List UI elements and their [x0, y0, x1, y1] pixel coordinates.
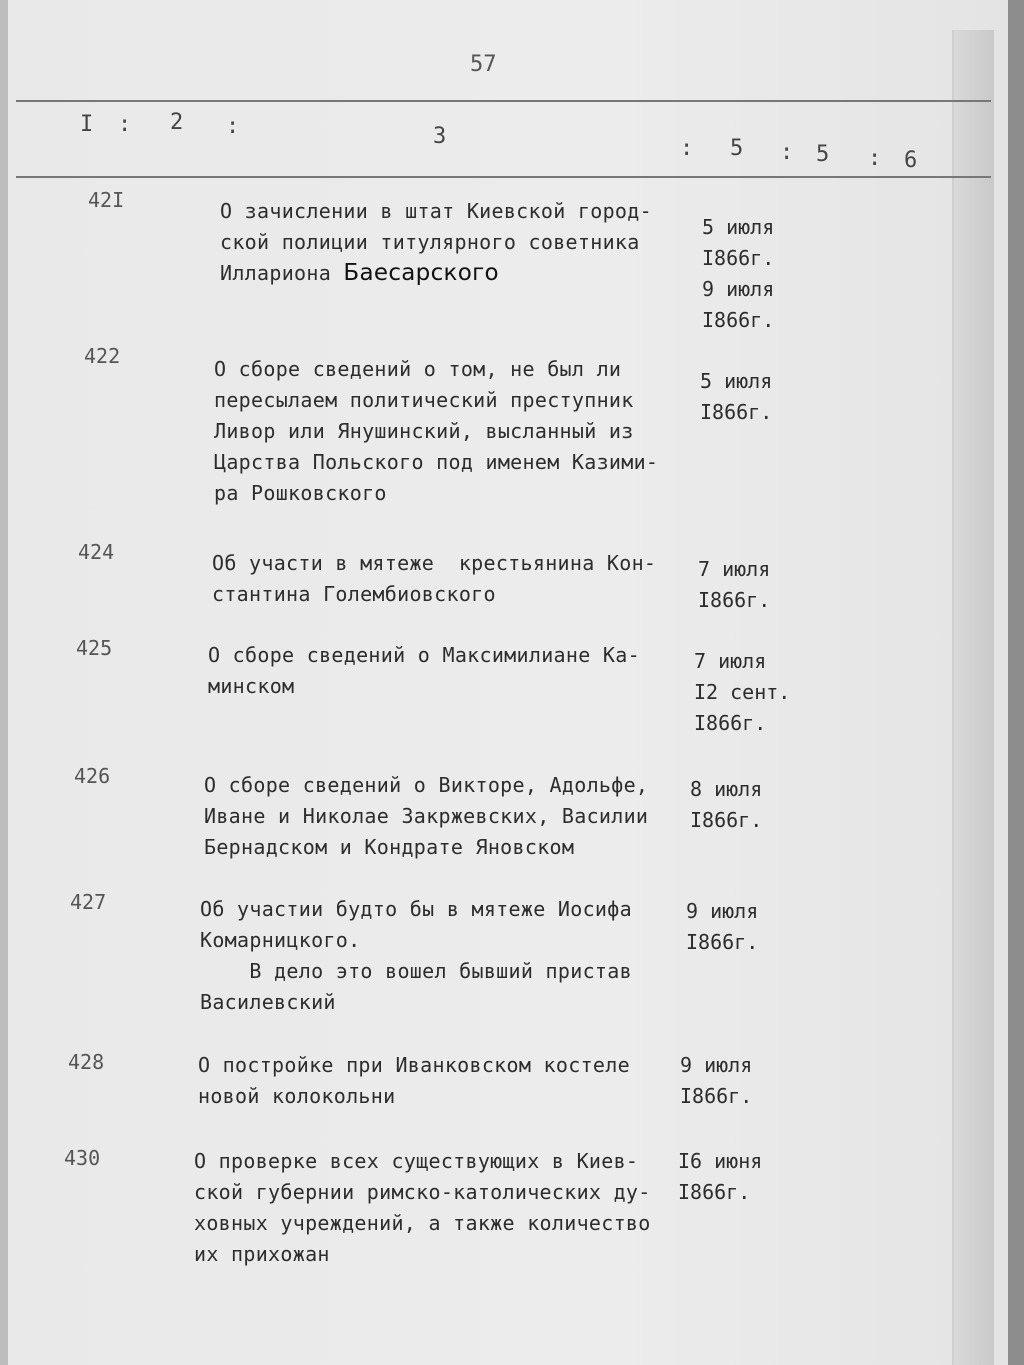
entry-dates	[700, 366, 772, 428]
header-top-rule	[16, 100, 991, 102]
text-line: ской полиции титулярного советника	[220, 230, 640, 254]
page-number: 57	[470, 52, 497, 77]
text-line: В дело это вошел бывший пристав	[200, 959, 632, 983]
text-line	[220, 258, 652, 289]
entry-description	[214, 354, 658, 509]
text-line: ра Рошковского	[214, 481, 387, 505]
entry-number: 427	[70, 890, 107, 914]
date-line: 7 июля	[698, 557, 771, 581]
entry-description	[194, 1146, 651, 1270]
col-head-6: 6	[904, 148, 918, 173]
col-head-4: 5	[730, 136, 744, 161]
text-line: О сборе сведений о Викторе, Адольфе,	[204, 773, 649, 797]
text-line-part: Иллариона	[220, 261, 344, 285]
entry-dates	[702, 212, 774, 336]
date-line: 9 июля	[702, 277, 775, 301]
date-line: I866г.	[686, 930, 759, 954]
col-sep: :	[780, 140, 794, 165]
entry-dates	[680, 1050, 752, 1112]
text-line: минском	[208, 674, 295, 698]
entry-description	[220, 196, 652, 289]
entry-number: 430	[64, 1146, 101, 1170]
col-head-5: 5	[816, 142, 830, 167]
entry-description	[204, 770, 648, 863]
date-line: I866г.	[698, 588, 771, 612]
entry-number: 425	[76, 636, 113, 660]
col-head-3: 3	[433, 124, 447, 149]
col-head-2: 2	[170, 110, 184, 135]
date-line: I866г.	[680, 1084, 753, 1108]
text-line: ской губернии римско-католических ду-	[194, 1180, 651, 1204]
entry-description	[212, 548, 656, 610]
entry-dates	[686, 896, 758, 958]
entry-dates	[694, 646, 790, 739]
header-bottom-rule	[16, 176, 991, 178]
text-line: Ливор или Янушинский, высланный из	[214, 419, 634, 443]
text-line: Бернадском и Кондрате Яновском	[204, 835, 575, 859]
text-line: новой колокольни	[198, 1084, 396, 1108]
text-line: О постройке при Иванковском костеле	[198, 1053, 630, 1077]
date-line: I866г.	[694, 711, 767, 735]
entry-description	[198, 1050, 630, 1112]
date-line: I866г.	[690, 808, 763, 832]
text-line: Комарницкого.	[200, 928, 361, 952]
date-line: 5 июля	[702, 215, 775, 239]
date-line: I2 сент.	[694, 680, 791, 704]
text-line: Василевский	[200, 990, 336, 1014]
stacked-pages-edge	[952, 30, 994, 1365]
entry-dates	[678, 1146, 762, 1208]
text-line: Об участии будто бы в мятеже Иосифа	[200, 897, 632, 921]
text-line: О проверке всех существующих в Киев-	[194, 1149, 639, 1173]
col-sep: :	[118, 112, 132, 137]
handwritten-surname: Баесарского	[343, 260, 499, 286]
entry-number: 428	[68, 1050, 105, 1074]
col-sep: :	[680, 136, 694, 161]
text-line: О сборе сведений о Максимилиане Ка-	[208, 643, 640, 667]
text-line: ховных учреждений, а также количество	[194, 1211, 651, 1235]
text-line: их прихожан	[194, 1242, 330, 1266]
text-line: стантина Голембиовского	[212, 582, 496, 606]
col-sep: :	[226, 114, 240, 139]
col-head-1: I	[80, 112, 94, 137]
entry-number: 422	[84, 344, 121, 368]
date-line: I866г.	[700, 400, 773, 424]
date-line: 7 июля	[694, 649, 767, 673]
date-line: 8 июля	[690, 777, 763, 801]
entry-description	[208, 640, 640, 702]
entry-dates	[698, 554, 770, 616]
col-sep: :	[868, 146, 882, 171]
date-line: I866г.	[702, 246, 775, 270]
text-line: О зачислении в штат Киевской город-	[220, 199, 652, 223]
date-line: I866г.	[702, 308, 775, 332]
document-page	[8, 0, 1008, 1365]
date-line: I6 июня	[678, 1149, 763, 1173]
entry-number: 426	[74, 764, 111, 788]
text-line: Царства Польского под именем Казими-	[214, 450, 659, 474]
date-line: 9 июля	[686, 899, 759, 923]
entry-number: 424	[78, 540, 115, 564]
date-line: 9 июля	[680, 1053, 753, 1077]
entry-dates	[690, 774, 762, 836]
entry-number: 42I	[88, 188, 125, 212]
date-line: 5 июля	[700, 369, 773, 393]
text-line: Об участи в мятеже крестьянина Кон-	[212, 551, 657, 575]
text-line: Иване и Николае Закржевских, Василии	[204, 804, 649, 828]
text-line: пересылаем политический преступник	[214, 388, 634, 412]
date-line: I866г.	[678, 1180, 751, 1204]
text-line: О сборе сведений о том, не был ли	[214, 357, 622, 381]
entry-description	[200, 894, 632, 1018]
